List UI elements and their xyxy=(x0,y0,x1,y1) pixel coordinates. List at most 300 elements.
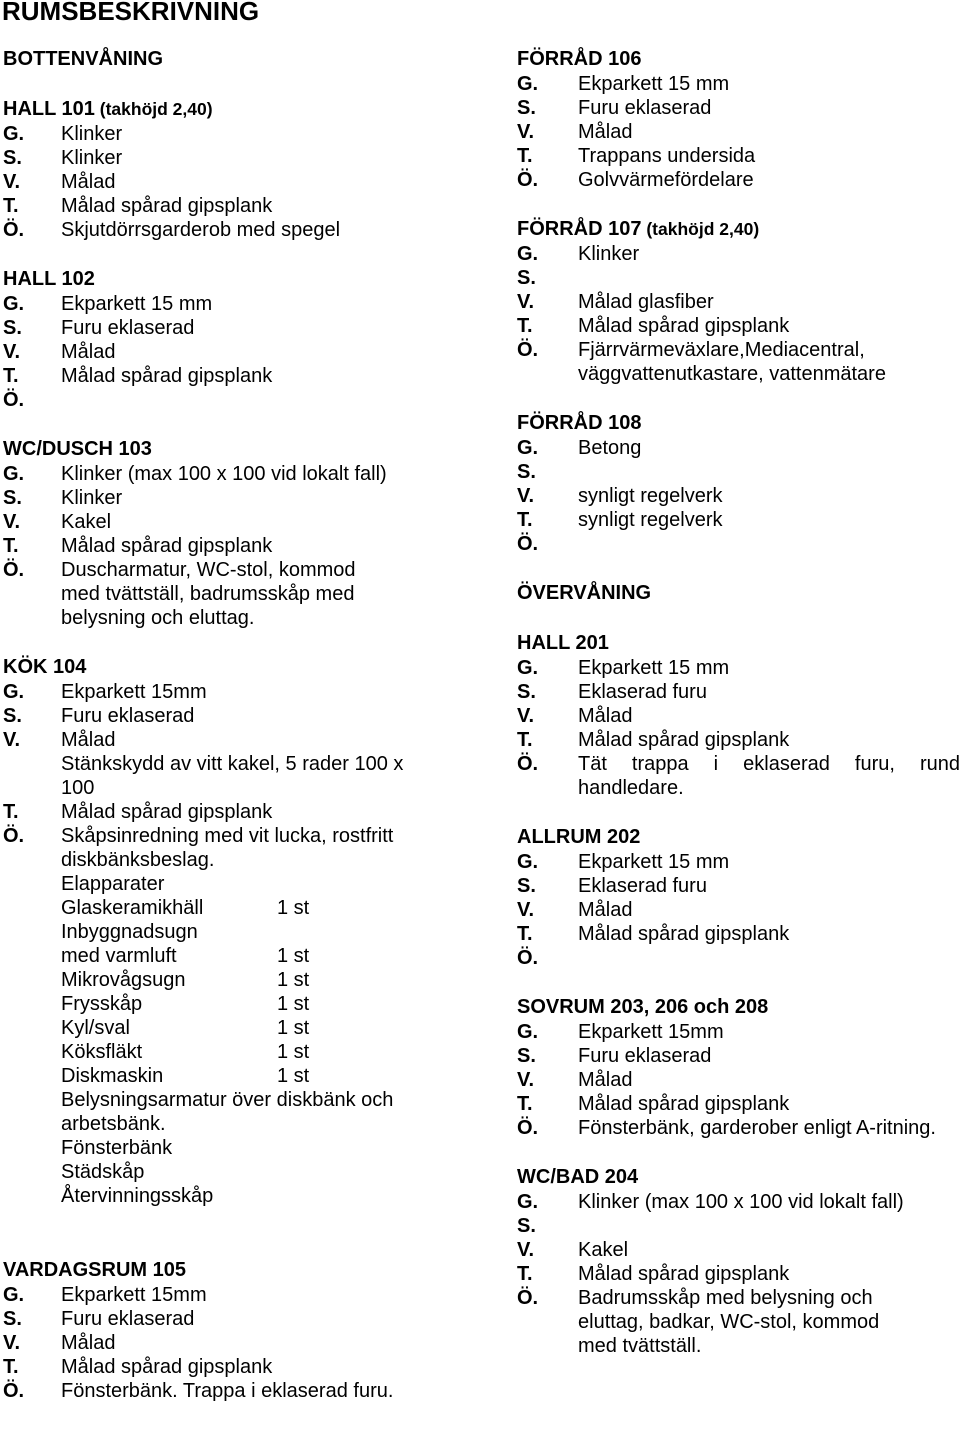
spec-row xyxy=(517,144,960,168)
spec-value xyxy=(578,1214,960,1238)
spec-row xyxy=(517,1068,960,1092)
spec-value xyxy=(61,122,483,146)
spec-value xyxy=(578,242,960,266)
spec-line: Målad xyxy=(578,1069,633,1091)
room-section-f-rr-d-107 xyxy=(517,217,960,386)
spec-code: T. xyxy=(3,535,19,557)
spec-code: T. xyxy=(3,1356,19,1378)
spec-code: T. xyxy=(3,801,19,823)
spec-line: Fönsterbänk. Trappa i eklaserad furu. xyxy=(61,1380,394,1402)
spec-code: Ö. xyxy=(517,533,539,555)
spec-value xyxy=(61,728,483,800)
spec-row xyxy=(517,242,960,266)
spec-line: synligt regelverk xyxy=(578,509,723,531)
spec-line: Betong xyxy=(578,437,642,459)
kitchen-extra-line: Belysningsarmatur över diskbänk och xyxy=(61,1089,394,1111)
spec-line: Eklaserad furu xyxy=(578,681,707,703)
floor-heading-upper: ÖVERVÅNING xyxy=(517,582,652,604)
appliance-row xyxy=(3,920,483,944)
spec-line: Målad spårad gipsplank xyxy=(578,729,790,751)
spec-value xyxy=(61,534,483,558)
room-name: SOVRUM 203, 206 och 208 xyxy=(517,996,769,1018)
room-name: KÖK 104 xyxy=(3,656,87,678)
spec-value xyxy=(61,510,483,534)
spec-code: S. xyxy=(517,97,536,119)
spec-row xyxy=(517,532,960,556)
spec-line: Elapparater xyxy=(61,873,165,895)
spec-code: T. xyxy=(517,923,533,945)
spec-row xyxy=(517,120,960,144)
spec-row xyxy=(3,316,483,340)
spec-code: Ö. xyxy=(517,339,539,361)
spec-code: V. xyxy=(517,1239,535,1261)
spec-row xyxy=(3,510,483,534)
spec-line: Målad xyxy=(61,1332,116,1354)
spec-value xyxy=(578,898,960,922)
spec-line: Målad xyxy=(61,171,116,193)
spec-value xyxy=(61,486,483,510)
spec-value xyxy=(578,1020,960,1044)
spec-code: Ö. xyxy=(517,1117,539,1139)
spec-row xyxy=(517,1190,960,1214)
spec-value xyxy=(578,656,960,680)
spec-code: Ö. xyxy=(3,559,25,581)
spec-code: T. xyxy=(517,509,533,531)
spec-value xyxy=(578,680,960,704)
spec-line xyxy=(61,388,483,412)
spec-row xyxy=(3,1307,483,1331)
appliance-name: Inbyggnadsugn xyxy=(61,921,198,943)
room-ceiling-height: (takhöjd 2,40) xyxy=(641,219,760,239)
spec-row xyxy=(3,704,483,728)
spec-value xyxy=(578,874,960,898)
spec-code: Ö. xyxy=(3,389,25,411)
spec-row xyxy=(517,850,960,874)
spec-row xyxy=(3,824,483,896)
spec-row xyxy=(3,1355,483,1379)
spec-value xyxy=(578,144,960,168)
spec-row xyxy=(517,460,960,484)
spec-value xyxy=(61,340,483,364)
spec-row xyxy=(3,122,483,146)
room-name: HALL 201 xyxy=(517,632,609,654)
left-column xyxy=(3,47,483,1403)
spec-code: S. xyxy=(517,1215,536,1237)
spec-line: Målad spårad gipsplank xyxy=(578,1093,790,1115)
spec-line: Tät trappa i eklaserad furu, rund xyxy=(578,753,960,775)
room-title xyxy=(3,437,483,462)
spec-row xyxy=(517,874,960,898)
spec-value xyxy=(61,800,483,824)
page-title: RUMSBESKRIVNING xyxy=(2,0,260,26)
spec-row xyxy=(517,1020,960,1044)
spec-line: Målad xyxy=(61,341,116,363)
room-section-hall-201 xyxy=(517,631,960,800)
spec-line: Stänkskydd av vitt kakel, 5 rader 100 x xyxy=(61,753,404,775)
spec-line: Målad spårad gipsplank xyxy=(61,365,273,387)
spec-value xyxy=(578,460,960,484)
spec-line: handledare. xyxy=(578,777,684,799)
room-section-f-rr-d-108 xyxy=(517,411,960,556)
spec-value xyxy=(578,96,960,120)
spec-line: Klinker xyxy=(61,123,123,145)
spec-value xyxy=(578,314,960,338)
spec-value xyxy=(61,824,483,896)
spec-row xyxy=(517,680,960,704)
room-ceiling-height: (takhöjd 2,40) xyxy=(94,99,213,119)
spec-line: Ekparkett 15 mm xyxy=(578,851,730,873)
spec-line: Klinker xyxy=(61,147,123,169)
right-column xyxy=(517,47,960,1358)
spacer xyxy=(3,1208,483,1258)
spec-row xyxy=(3,1331,483,1355)
spec-code: T. xyxy=(517,1263,533,1285)
spec-code: Ö. xyxy=(517,753,539,775)
spec-row xyxy=(517,656,960,680)
spec-line: Fjärrvärmeväxlare,Mediacentral, xyxy=(578,339,865,361)
room-title xyxy=(3,1258,483,1283)
spec-row xyxy=(517,898,960,922)
room-section-sovrum-203-206-och-208 xyxy=(517,995,960,1140)
spec-code: S. xyxy=(517,461,536,483)
spec-code: Ö. xyxy=(517,1287,539,1309)
spec-value xyxy=(578,1068,960,1092)
spec-row xyxy=(3,800,483,824)
spec-code: G. xyxy=(3,123,25,145)
spec-code: G. xyxy=(517,73,539,95)
spec-value xyxy=(61,680,483,704)
room-section-wc-dusch-103 xyxy=(3,437,483,630)
spec-line: Klinker xyxy=(578,243,640,265)
spec-row xyxy=(3,558,483,630)
spec-value xyxy=(61,1307,483,1331)
spec-code: G. xyxy=(517,1191,539,1213)
room-title xyxy=(517,217,960,242)
spec-value xyxy=(578,72,960,96)
spec-line: Golvvärmefördelare xyxy=(578,169,754,191)
spec-row xyxy=(3,486,483,510)
spec-value xyxy=(578,1238,960,1262)
spec-line: Ekparkett 15mm xyxy=(61,681,207,703)
spec-line xyxy=(578,460,960,484)
room-section-f-rr-d-106 xyxy=(517,47,960,192)
spec-code: T. xyxy=(3,195,19,217)
spec-row xyxy=(3,1283,483,1307)
spec-line: Fönsterbänk, garderober enligt A-ritning. xyxy=(578,1117,936,1139)
spec-code: V. xyxy=(517,291,535,313)
spec-code: S. xyxy=(3,317,22,339)
spec-code: G. xyxy=(517,657,539,679)
spacer xyxy=(517,1140,960,1165)
spec-line: med tvättställ. xyxy=(578,1335,702,1357)
spec-line xyxy=(578,532,960,556)
spec-code: V. xyxy=(517,485,535,507)
spacer xyxy=(517,386,960,411)
spec-value xyxy=(578,484,960,508)
spec-line: Målad spårad gipsplank xyxy=(578,1263,790,1285)
spec-row xyxy=(3,462,483,486)
spec-row xyxy=(517,1286,960,1358)
kitchen-extra-line: Återvinningsskåp xyxy=(61,1185,214,1207)
spec-row xyxy=(517,728,960,752)
spec-row xyxy=(517,338,960,386)
room-title xyxy=(517,825,960,850)
spec-row xyxy=(517,436,960,460)
spacer xyxy=(517,606,960,631)
spec-line: Målad spårad gipsplank xyxy=(61,195,273,217)
spec-value xyxy=(61,194,483,218)
spec-row xyxy=(517,1214,960,1238)
spec-code: V. xyxy=(3,511,21,533)
room-title xyxy=(3,97,483,122)
spec-code: G. xyxy=(3,293,25,315)
spec-line: Ekparkett 15mm xyxy=(61,1284,207,1306)
room-name: HALL 102 xyxy=(3,268,95,290)
spec-code: S. xyxy=(517,681,536,703)
spec-row xyxy=(517,1116,960,1140)
spec-code: G. xyxy=(517,1021,539,1043)
spec-line: Furu eklaserad xyxy=(578,97,712,119)
spec-line: Målad spårad gipsplank xyxy=(578,923,790,945)
spec-value xyxy=(61,1355,483,1379)
spec-value xyxy=(578,532,960,556)
kitchen-extra-line: Fönsterbänk xyxy=(61,1137,173,1159)
spec-value xyxy=(578,728,960,752)
spacer xyxy=(3,412,483,437)
spec-value xyxy=(61,1283,483,1307)
spec-row xyxy=(517,72,960,96)
appliance-qty: 1 st xyxy=(277,1017,310,1039)
spec-code: S. xyxy=(3,705,22,727)
spec-code: S. xyxy=(517,1045,536,1067)
spec-line: synligt regelverk xyxy=(578,485,723,507)
spec-line: Trappans undersida xyxy=(578,145,756,167)
spec-value xyxy=(61,292,483,316)
spec-code: V. xyxy=(517,1069,535,1091)
spec-line: diskbänksbeslag. xyxy=(61,849,215,871)
spec-line: Furu eklaserad xyxy=(61,705,195,727)
spec-value xyxy=(61,1331,483,1355)
spec-value xyxy=(578,338,960,386)
spec-row xyxy=(3,364,483,388)
spacer xyxy=(517,800,960,825)
spec-value xyxy=(578,922,960,946)
spec-line: Målad spårad gipsplank xyxy=(578,315,790,337)
spec-row xyxy=(517,1044,960,1068)
spec-value xyxy=(61,462,483,486)
spec-line: Målad glasfiber xyxy=(578,291,714,313)
appliance-name: Diskmaskin xyxy=(61,1065,164,1087)
spec-row xyxy=(517,290,960,314)
spec-line: Ekparkett 15 mm xyxy=(578,73,730,95)
appliance-qty: 1 st xyxy=(277,1065,310,1087)
spec-row xyxy=(517,1092,960,1116)
spec-line: väggvattenutkastare, vattenmätare xyxy=(578,363,886,385)
room-title xyxy=(517,1165,960,1190)
room-section-hall-102 xyxy=(3,267,483,412)
kitchen-extra-line: Städskåp xyxy=(61,1161,145,1183)
appliance-row xyxy=(3,1040,483,1064)
spec-value xyxy=(578,290,960,314)
spec-row xyxy=(517,1238,960,1262)
room-title xyxy=(517,411,960,436)
appliance-row xyxy=(3,944,483,968)
spec-row xyxy=(3,194,483,218)
spec-row xyxy=(517,266,960,290)
spec-row xyxy=(3,680,483,704)
room-title xyxy=(517,631,960,656)
room-title xyxy=(517,995,960,1020)
spec-line: Målad xyxy=(578,121,633,143)
spec-code: Ö. xyxy=(3,1380,25,1402)
room-title xyxy=(517,47,960,72)
spec-line: med tvättställ, badrumsskåp med xyxy=(61,583,355,605)
room-title xyxy=(3,655,483,680)
appliance-qty: 1 st xyxy=(277,945,310,967)
room-section-wc-bad-204 xyxy=(517,1165,960,1358)
spacer xyxy=(517,192,960,217)
spec-line: Ekparkett 15mm xyxy=(578,1021,724,1043)
spec-row xyxy=(517,752,960,800)
spec-line: Skjutdörrsgarderob med spegel xyxy=(61,219,341,241)
spacer xyxy=(3,242,483,267)
spec-line: eluttag, badkar, WC-stol, kommod xyxy=(578,1311,880,1333)
spec-value xyxy=(578,850,960,874)
spec-code: V. xyxy=(3,341,21,363)
spec-value xyxy=(61,558,483,630)
room-title xyxy=(3,267,483,292)
spec-code: S. xyxy=(3,487,22,509)
spec-code: G. xyxy=(517,243,539,265)
spec-line: Ekparkett 15 mm xyxy=(578,657,730,679)
room-section-allrum-202 xyxy=(517,825,960,970)
spec-line: Furu eklaserad xyxy=(61,1308,195,1330)
spec-value xyxy=(61,388,483,412)
room-name: FÖRRÅD 106 xyxy=(517,48,642,70)
spec-row xyxy=(3,728,483,800)
spec-value xyxy=(61,170,483,194)
spec-row xyxy=(517,946,960,970)
spec-code: Ö. xyxy=(3,825,25,847)
spec-code: T. xyxy=(3,365,19,387)
kitchen-extra-line: arbetsbänk. xyxy=(61,1113,166,1135)
spec-row xyxy=(517,168,960,192)
spec-code: Ö. xyxy=(517,947,539,969)
appliance-name: Kyl/sval xyxy=(61,1017,130,1039)
spec-value xyxy=(578,704,960,728)
spec-row xyxy=(3,292,483,316)
spec-value xyxy=(578,1286,960,1358)
spec-line: Målad spårad gipsplank xyxy=(61,535,273,557)
spec-row xyxy=(3,170,483,194)
spec-value xyxy=(61,364,483,388)
spec-value xyxy=(578,120,960,144)
spec-value xyxy=(61,1379,483,1403)
appliance-name: Glaskeramikhäll xyxy=(61,897,204,919)
room-section-k-k-104 xyxy=(3,655,483,1208)
spec-line xyxy=(578,1214,960,1238)
spec-code: G. xyxy=(3,463,25,485)
spec-code: S. xyxy=(3,147,22,169)
spec-line: belysning och eluttag. xyxy=(61,607,255,629)
spec-code: G. xyxy=(3,1284,25,1306)
spec-line: Skåpsinredning med vit lucka, rostfritt xyxy=(61,825,394,847)
spec-line: Målad xyxy=(578,899,633,921)
appliance-name: Köksfläkt xyxy=(61,1041,143,1063)
appliance-name: med varmluft xyxy=(61,945,177,967)
spec-code: S. xyxy=(517,267,536,289)
spec-line: Klinker xyxy=(61,487,123,509)
spec-line: Klinker (max 100 x 100 vid lokalt fall) xyxy=(578,1191,904,1213)
spacer xyxy=(3,630,483,655)
appliance-qty: 1 st xyxy=(277,969,310,991)
spec-code: Ö. xyxy=(3,219,25,241)
spec-code: S. xyxy=(517,875,536,897)
spec-line: 100 xyxy=(61,777,95,799)
spec-row xyxy=(517,704,960,728)
spec-code: V. xyxy=(3,171,21,193)
spec-value xyxy=(578,1044,960,1068)
spec-value xyxy=(61,316,483,340)
spec-value xyxy=(578,1092,960,1116)
spec-line: Duscharmatur, WC-stol, kommod xyxy=(61,559,356,581)
spec-value xyxy=(578,436,960,460)
room-name: ALLRUM 202 xyxy=(517,826,641,848)
spec-row xyxy=(517,484,960,508)
spec-code: T. xyxy=(517,315,533,337)
spec-row xyxy=(3,388,483,412)
spec-line xyxy=(578,946,960,970)
floor-heading-ground: BOTTENVÅNING xyxy=(3,48,163,70)
spec-code: G. xyxy=(3,681,25,703)
spec-row xyxy=(517,314,960,338)
spec-row xyxy=(3,218,483,242)
appliance-name: Mikrovågsugn xyxy=(61,969,186,991)
spec-line xyxy=(578,266,960,290)
spec-value xyxy=(578,1190,960,1214)
spec-code: G. xyxy=(517,437,539,459)
spec-code: V. xyxy=(3,1332,21,1354)
appliance-name: Frysskåp xyxy=(61,993,143,1015)
spec-code: Ö. xyxy=(517,169,539,191)
spec-row xyxy=(3,146,483,170)
spec-line: Badrumsskåp med belysning och xyxy=(578,1287,873,1309)
room-name: HALL 101 xyxy=(3,98,95,120)
spec-line: Målad spårad gipsplank xyxy=(61,801,273,823)
spec-line: Ekparkett 15 mm xyxy=(61,293,213,315)
spec-row xyxy=(3,1379,483,1403)
spec-value xyxy=(61,146,483,170)
spacer xyxy=(517,556,960,581)
spec-row xyxy=(517,922,960,946)
spec-value xyxy=(578,946,960,970)
spec-value xyxy=(61,218,483,242)
spec-row xyxy=(517,96,960,120)
spec-row xyxy=(3,534,483,558)
spec-line: Eklaserad furu xyxy=(578,875,707,897)
appliance-row xyxy=(3,968,483,992)
spec-code: G. xyxy=(517,851,539,873)
spacer xyxy=(517,970,960,995)
spec-value xyxy=(578,1262,960,1286)
appliance-qty: 1 st xyxy=(277,1041,310,1063)
spec-code: V. xyxy=(517,705,535,727)
spec-line: Furu eklaserad xyxy=(61,317,195,339)
spec-code: V. xyxy=(517,899,535,921)
spec-code: T. xyxy=(517,729,533,751)
spec-line: Målad xyxy=(578,705,633,727)
spec-line: Furu eklaserad xyxy=(578,1045,712,1067)
